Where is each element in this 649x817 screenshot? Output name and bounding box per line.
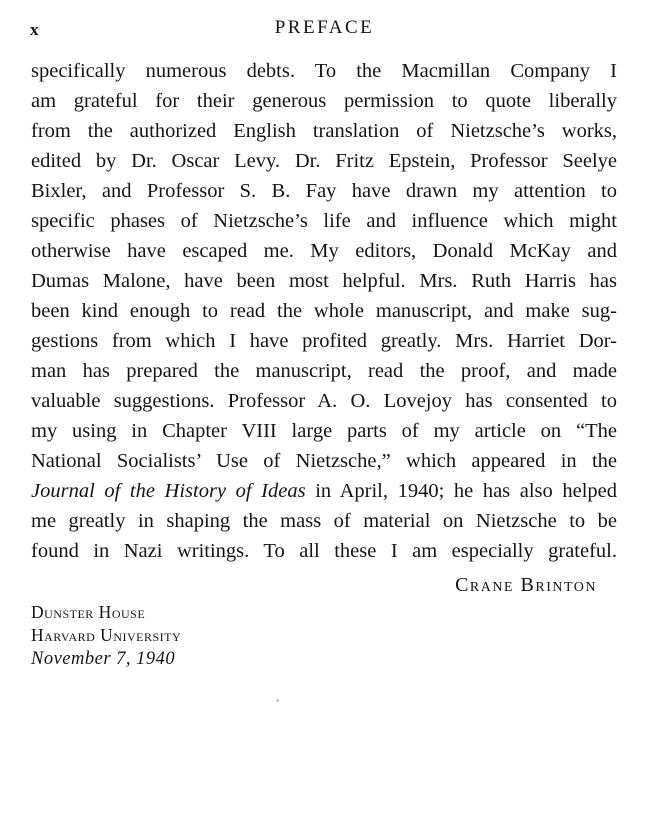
text-line: gestions from which I have profited greatly. Mrs. Harriet Dor- <box>31 330 617 352</box>
running-head <box>0 17 649 43</box>
journal-title: Journal of the History of Ideas <box>31 480 306 502</box>
scan-artifact-speck <box>276 699 279 702</box>
text-line: man has prepared the manuscript, read the proof, and made <box>31 360 617 382</box>
text-line: from the authorized English translation of Nietzsche’s works, <box>31 120 617 142</box>
address-block <box>31 601 181 672</box>
address-line-university: Harvard University <box>31 625 182 645</box>
text-line-rest: in April, 1940; he has also helped <box>305 480 617 502</box>
text-line: otherwise have escaped me. My editors, Donald McKay and <box>31 240 617 262</box>
text-line: me greatly in shaping the mass of material on Nietzsche to be <box>31 510 617 532</box>
preface-paragraph <box>31 56 617 566</box>
text-line: Bixler, and Professor S. B. Fay have drawn my attention to <box>31 180 617 202</box>
text-line: specifically numerous debts. To the Macmillan Company I <box>31 60 617 82</box>
text-line: valuable suggestions. Professor A. O. Lovejoy has consented to <box>31 390 617 412</box>
text-line: edited by Dr. Oscar Levy. Dr. Fritz Epstein, Professor Seelye <box>31 150 617 172</box>
text-line: am grateful for their generous permission to quote liberally <box>31 90 617 112</box>
date-line: November 7, 1940 <box>31 649 176 669</box>
text-line: been kind enough to read the whole manuscript, and make sug- <box>31 300 617 322</box>
page-title: PREFACE <box>274 17 375 38</box>
text-line: found in Nazi writings. To all these I am especially grateful. <box>31 540 617 562</box>
text-line-with-journal-title <box>31 476 617 506</box>
text-line: National Socialists’ Use of Nietzsche,” which appeared in the <box>31 450 617 472</box>
text-line: Dumas Malone, have been most helpful. Mrs. Ruth Harris has <box>31 270 617 292</box>
address-line-house: Dunster House <box>31 602 146 622</box>
text-line: specific phases of Nietzsche’s life and influence which might <box>31 210 617 232</box>
page-number: x <box>30 20 40 39</box>
author-signature: Crane Brinton <box>455 574 597 596</box>
text-line: my using in Chapter VIII large parts of my article on “The <box>31 420 617 442</box>
